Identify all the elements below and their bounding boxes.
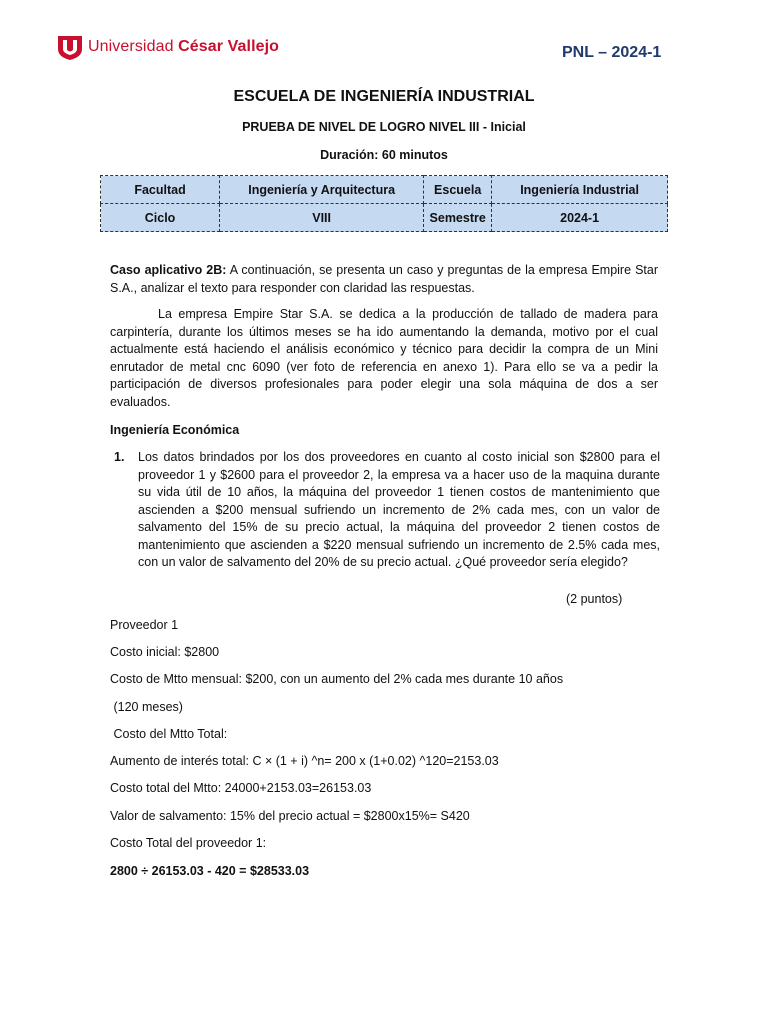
case-paragraph: La empresa Empire Star S.A. se dedica a la producción de tallado de madera para carpintería, durante los últimos meses se ha ido aumentando la demanda, motivo por el cual actualmente está haciendo el análisis económico y técnico para decidir la compra de un Mini enrutador de metal cnc 6090 (ver foto de referencia en anexo 1). Para ello se va a pedir la participación de diversos profesionales para poder elegir una sola máquina de dos a ser evaluados. [110, 307, 658, 409]
table-cell: Ciclo [101, 204, 220, 232]
answer-total: 2800 ÷ 26153.03 - 420 = $28533.03 [110, 864, 310, 878]
question-text: Los datos brindados por los dos proveedores en cuanto al costo inicial son $2800 para el proveedor 1 y $2600 para el proveedor 2, la empresa va a hacer uso de la maquina durante su vida útil de 10 años, la máquina del proveedor 1 tienen costos de mantenimiento que ascienden a $200 mensual sufriendo un incremento de 2% cada mes, con un valor de salvamento del 15% de su precio actual, la máquina del proveedor 2 tienen costos de mantenimiento que ascienden a $220 mensual sufriendo un incremento de 2.5% cada mes, con un valor de salvamento del 20% de su precio actual. ¿Qué proveedor sería elegido? [138, 450, 660, 569]
ucv-shield-logo-icon [58, 34, 82, 60]
answer-line: Proveedor 1 [110, 618, 179, 632]
exam-code: PNL – 2024-1 [562, 44, 662, 61]
table-row [101, 204, 668, 232]
section-heading: Ingeniería Económica [110, 423, 240, 437]
answer-line: Costo total del Mtto: 24000+2153.03=26153.03 [110, 781, 372, 795]
school-title: ESCUELA DE INGENIERÍA INDUSTRIAL [233, 88, 535, 105]
case-label: Caso aplicativo 2B: [110, 263, 227, 277]
info-table [100, 175, 668, 232]
answer-line: Costo de Mtto mensual: $200, con un aumento del 2% cada mes durante 10 años [110, 672, 564, 686]
answer-line: Costo inicial: $2800 [110, 645, 220, 659]
case-intro [110, 262, 658, 297]
table-cell: 2024-1 [492, 204, 668, 232]
answer-line: Costo del Mtto Total: [110, 727, 228, 741]
table-row [101, 176, 668, 204]
question-points: (2 puntos) [566, 592, 623, 606]
answer-line: Valor de salvamento: 15% del precio actual = $2800x15%= S420 [110, 809, 470, 823]
answer-line: (120 meses) [110, 700, 183, 714]
answer-line: Costo Total del proveedor 1: [110, 836, 267, 850]
case-intro-text: A continuación, se presenta un caso y preguntas de la empresa Empire Star S.A., analizar el texto para responder con claridad las respuestas. [110, 263, 658, 295]
table-cell: Semestre [424, 204, 492, 232]
exam-duration: Duración: 60 minutos [320, 148, 448, 162]
table-cell: Facultad [101, 176, 220, 204]
university-logo [58, 34, 279, 60]
university-name-prefix: Universidad [88, 38, 174, 55]
answer-line: Aumento de interés total: C × (1 + i) ^n= 200 x (1+0.02) ^120=2153.03 [110, 754, 499, 768]
table-cell: Ingeniería y Arquitectura [220, 176, 424, 204]
table-cell: Ingeniería Industrial [492, 176, 668, 204]
university-name-bold: César Vallejo [178, 38, 280, 55]
question-number: 1. [114, 450, 125, 464]
exam-subtitle: PRUEBA DE NIVEL DE LOGRO NIVEL III - Inicial [242, 120, 526, 134]
table-cell: Escuela [424, 176, 492, 204]
table-cell: VIII [220, 204, 424, 232]
university-name [88, 38, 279, 56]
